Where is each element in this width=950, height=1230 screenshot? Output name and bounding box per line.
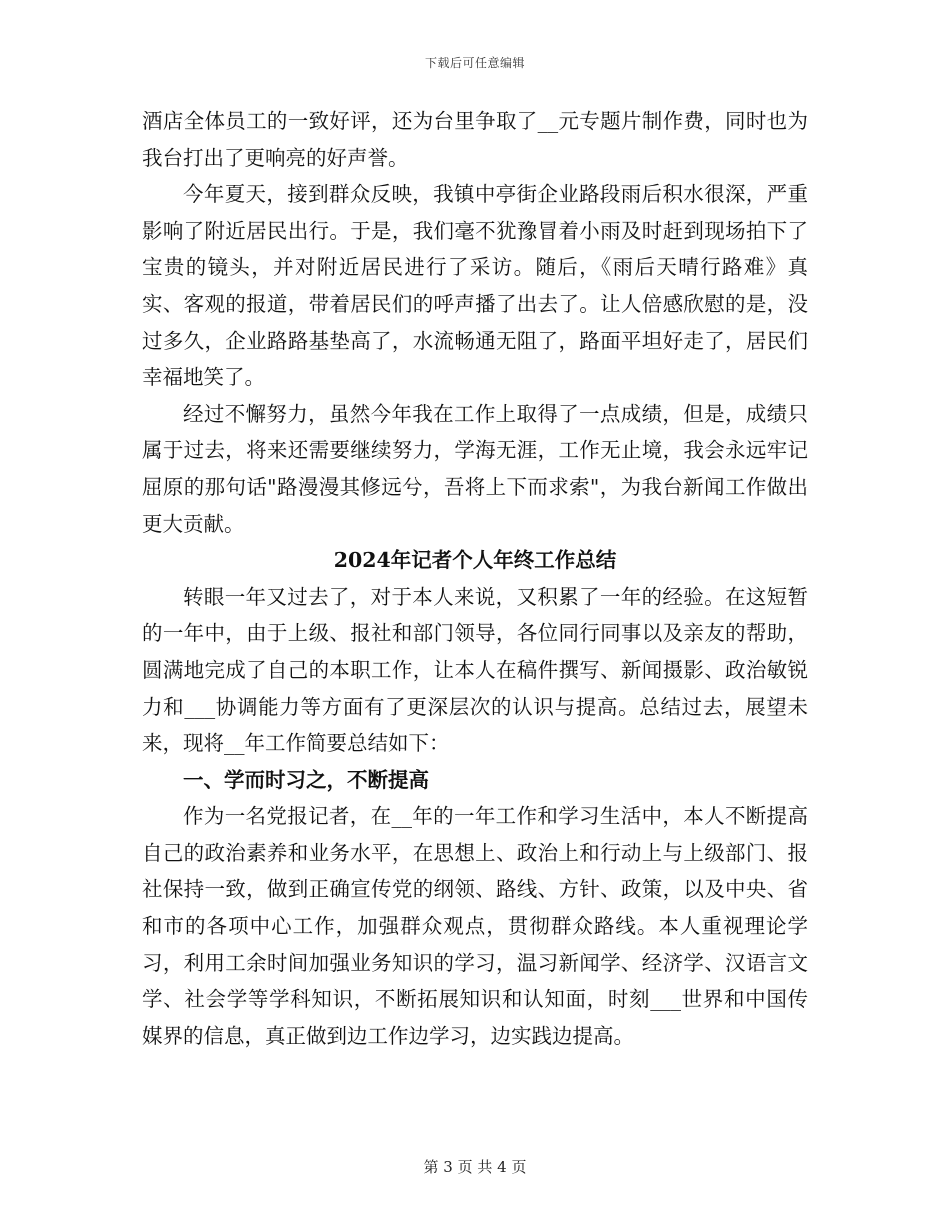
page-number: 第 3 页 共 4 页 xyxy=(423,1158,527,1176)
paragraph-intro: 转眼一年又过去了，对于本人来说，又积累了一年的经验。在这短暂的一年中，由于上级、报社和部门领导，各位同行同事以及亲友的帮助，圆满地完成了自己的本职工作，让本人在稿件撰写、新闻摄影、政治敏锐力和___协调能力等方面有了更深层次的认识与提高。总结过去，展望未来，现将__年工作简要总结如下： xyxy=(142,584,808,756)
page-header: 下载后可任意编辑 xyxy=(424,56,525,70)
paragraph-section-1: 作为一名党报记者，在__年的一年工作和学习生活中，本人不断提高自己的政治素养和业务水平，在思想上、政治上和行动上与上级部门、报社保持一致，做到正确宣传党的纲领、路线、方针、政策，以及中央、省和市的各项中心工作，加强群众观点，贯彻群众路线。本人重视理论学习，利用工余时间加强业务知识的学习，温习新闻学、经济学、汉语言文学、社会学等学科知识，不断拓展知识和认知面，时刻___世界和中国传媒界的信息，真正做到边工作边学习，边实践边提高。 xyxy=(142,804,808,1048)
paragraph-continued: 酒店全体员工的一致好评，还为台里争取了__元专题片制作费，同时也为我台打出了更响亮的好声誉。 xyxy=(142,109,808,170)
paragraph-summer-report: 今年夏天，接到群众反映，我镇中亭街企业路段雨后积水很深，严重影响了附近居民出行。于是，我们毫不犹豫冒着小雨及时赶到现场拍下了宝贵的镜头，并对附近居民进行了采访。随后，《雨后天晴行路难》真实、客观的报道，带着居民们的呼声播了出去了。让人倍感欣慰的是，没过多久，企业路路基垫高了，水流畅通无阻了，路面平坦好走了，居民们幸福地笑了。 xyxy=(142,182,808,390)
document-body xyxy=(142,103,808,1054)
paragraph-conclusion: 经过不懈努力，虽然今年我在工作上取得了一点成绩，但是，成绩只属于过去，将来还需要继续努力，学海无涯，工作无止境，我会永远牢记屈原的那句话"路漫漫其修远兮，吾将上下而求索"，为我台新闻工作做出更大贡献。 xyxy=(142,401,808,536)
section-heading-1: 一、学而时习之，不断提高 xyxy=(183,767,429,792)
document-title: 2024年记者个人年终工作总结 xyxy=(333,548,617,573)
